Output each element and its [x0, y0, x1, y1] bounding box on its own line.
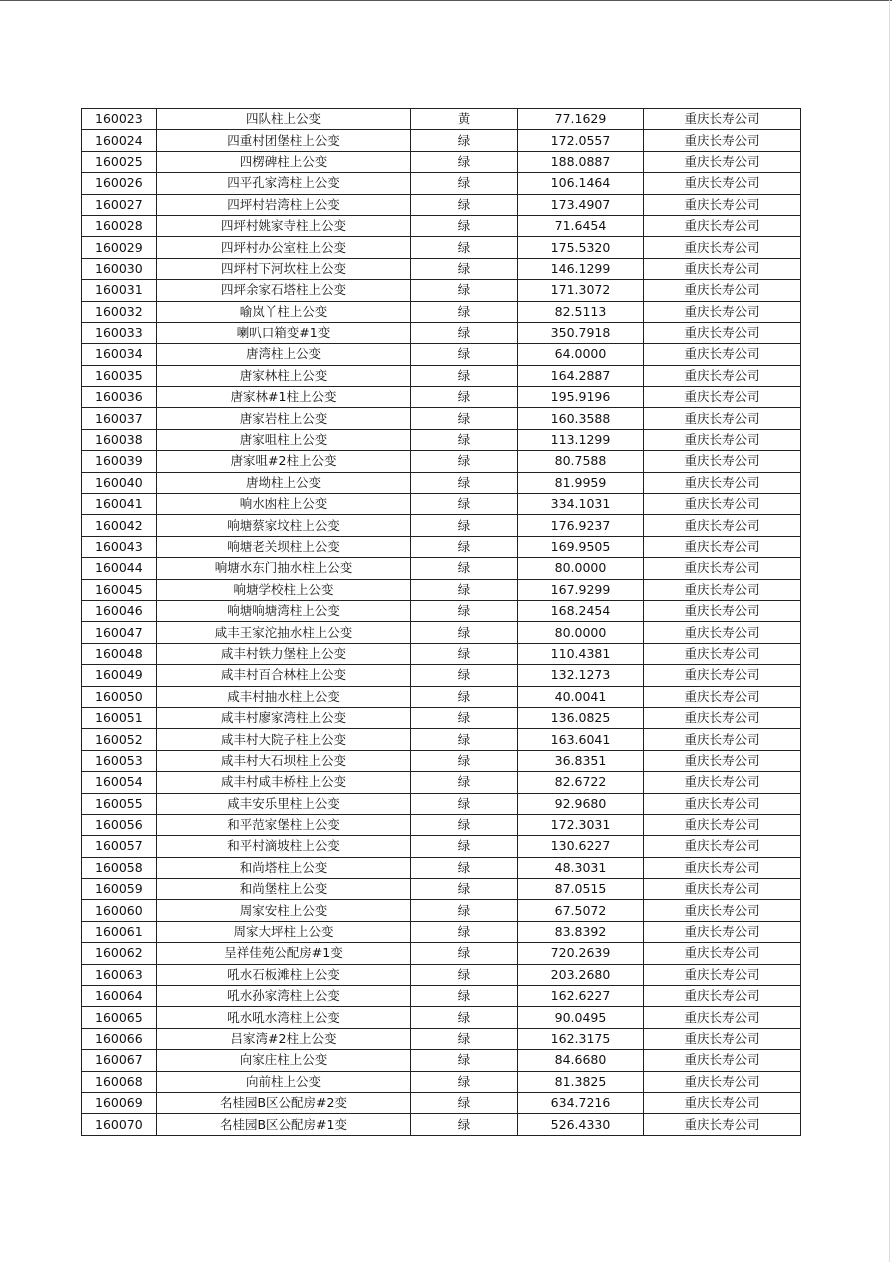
cell-company: 重庆长寿公司: [644, 729, 801, 750]
cell-name: 和平范家堡柱上公变: [157, 814, 411, 835]
cell-id: 160058: [82, 857, 157, 878]
table-row: [82, 921, 801, 942]
cell-status: 绿: [411, 258, 518, 279]
cell-id: 160038: [82, 429, 157, 450]
cell-name: 和尚塔柱上公变: [157, 857, 411, 878]
cell-value: 203.2680: [518, 964, 644, 985]
table-row: [82, 986, 801, 1007]
cell-name: 咸丰村大石坝柱上公变: [157, 750, 411, 771]
cell-id: 160031: [82, 280, 157, 301]
cell-id: 160040: [82, 472, 157, 493]
cell-status: 绿: [411, 665, 518, 686]
table-row: [82, 622, 801, 643]
cell-status: 绿: [411, 686, 518, 707]
table-row: [82, 494, 801, 515]
cell-id: 160053: [82, 750, 157, 771]
cell-status: 绿: [411, 1114, 518, 1135]
cell-name: 唐家咀柱上公变: [157, 429, 411, 450]
cell-status: 绿: [411, 1092, 518, 1113]
cell-name: 四队柱上公变: [157, 109, 411, 130]
cell-id: 160068: [82, 1071, 157, 1092]
cell-company: 重庆长寿公司: [644, 494, 801, 515]
cell-company: 重庆长寿公司: [644, 109, 801, 130]
cell-company: 重庆长寿公司: [644, 280, 801, 301]
cell-id: 160037: [82, 408, 157, 429]
cell-value: 48.3031: [518, 857, 644, 878]
cell-id: 160036: [82, 387, 157, 408]
cell-status: 绿: [411, 622, 518, 643]
cell-company: 重庆长寿公司: [644, 686, 801, 707]
cell-status: 绿: [411, 943, 518, 964]
cell-name: 响水凼柱上公变: [157, 494, 411, 515]
cell-value: 84.6680: [518, 1050, 644, 1071]
cell-status: 绿: [411, 964, 518, 985]
cell-status: 绿: [411, 536, 518, 557]
cell-value: 136.0825: [518, 707, 644, 728]
cell-value: 113.1299: [518, 429, 644, 450]
cell-company: 重庆长寿公司: [644, 986, 801, 1007]
cell-id: 160061: [82, 921, 157, 942]
cell-name: 唐家咀#2柱上公变: [157, 451, 411, 472]
cell-id: 160033: [82, 322, 157, 343]
cell-status: 绿: [411, 900, 518, 921]
cell-value: 169.9505: [518, 536, 644, 557]
table-row: [82, 536, 801, 557]
cell-status: 绿: [411, 1050, 518, 1071]
cell-value: 110.4381: [518, 643, 644, 664]
table-row: [82, 387, 801, 408]
cell-status: 绿: [411, 280, 518, 301]
cell-name: 咸丰村廖家湾柱上公变: [157, 707, 411, 728]
cell-company: 重庆长寿公司: [644, 451, 801, 472]
table-row: [82, 151, 801, 172]
cell-company: 重庆长寿公司: [644, 408, 801, 429]
cell-company: 重庆长寿公司: [644, 194, 801, 215]
cell-company: 重庆长寿公司: [644, 429, 801, 450]
cell-value: 634.7216: [518, 1092, 644, 1113]
cell-company: 重庆长寿公司: [644, 173, 801, 194]
cell-value: 64.0000: [518, 344, 644, 365]
cell-status: 绿: [411, 515, 518, 536]
cell-value: 188.0887: [518, 151, 644, 172]
cell-id: 160032: [82, 301, 157, 322]
cell-name: 吕家湾#2柱上公变: [157, 1028, 411, 1049]
cell-company: 重庆长寿公司: [644, 643, 801, 664]
cell-id: 160064: [82, 986, 157, 1007]
cell-company: 重庆长寿公司: [644, 536, 801, 557]
table-row: [82, 322, 801, 343]
cell-value: 720.2639: [518, 943, 644, 964]
table-row: [82, 729, 801, 750]
cell-value: 130.6227: [518, 836, 644, 857]
cell-id: 160048: [82, 643, 157, 664]
cell-value: 80.7588: [518, 451, 644, 472]
table-row: [82, 643, 801, 664]
table-row: [82, 879, 801, 900]
cell-company: 重庆长寿公司: [644, 793, 801, 814]
cell-id: 160042: [82, 515, 157, 536]
cell-name: 四坪村岩湾柱上公变: [157, 194, 411, 215]
page-top-border: [0, 0, 892, 1]
cell-id: 160045: [82, 579, 157, 600]
cell-id: 160030: [82, 258, 157, 279]
cell-id: 160043: [82, 536, 157, 557]
cell-status: 绿: [411, 429, 518, 450]
cell-status: 绿: [411, 151, 518, 172]
cell-value: 92.9680: [518, 793, 644, 814]
cell-id: 160055: [82, 793, 157, 814]
cell-id: 160050: [82, 686, 157, 707]
cell-status: 绿: [411, 365, 518, 386]
table-row: [82, 301, 801, 322]
transformer-table: [81, 108, 801, 1136]
cell-value: 162.3175: [518, 1028, 644, 1049]
table-row: [82, 258, 801, 279]
cell-company: 重庆长寿公司: [644, 665, 801, 686]
cell-company: 重庆长寿公司: [644, 921, 801, 942]
cell-status: 绿: [411, 451, 518, 472]
cell-id: 160025: [82, 151, 157, 172]
cell-status: 绿: [411, 215, 518, 236]
cell-company: 重庆长寿公司: [644, 322, 801, 343]
cell-company: 重庆长寿公司: [644, 1071, 801, 1092]
cell-status: 绿: [411, 643, 518, 664]
cell-company: 重庆长寿公司: [644, 964, 801, 985]
cell-id: 160041: [82, 494, 157, 515]
cell-name: 向家庄柱上公变: [157, 1050, 411, 1071]
cell-company: 重庆长寿公司: [644, 814, 801, 835]
cell-name: 名桂园B区公配房#1变: [157, 1114, 411, 1135]
table-row: [82, 600, 801, 621]
cell-name: 吼水吼水湾柱上公变: [157, 1007, 411, 1028]
cell-id: 160057: [82, 836, 157, 857]
cell-status: 绿: [411, 750, 518, 771]
cell-status: 绿: [411, 793, 518, 814]
cell-company: 重庆长寿公司: [644, 600, 801, 621]
cell-value: 162.6227: [518, 986, 644, 1007]
cell-name: 咸丰王家沱抽水柱上公变: [157, 622, 411, 643]
cell-status: 绿: [411, 921, 518, 942]
cell-company: 重庆长寿公司: [644, 750, 801, 771]
table-row: [82, 1050, 801, 1071]
cell-company: 重庆长寿公司: [644, 707, 801, 728]
table-row: [82, 280, 801, 301]
cell-name: 唐坳柱上公变: [157, 472, 411, 493]
cell-name: 和尚堡柱上公变: [157, 879, 411, 900]
cell-name: 向前柱上公变: [157, 1071, 411, 1092]
cell-value: 160.3588: [518, 408, 644, 429]
cell-name: 名桂园B区公配房#2变: [157, 1092, 411, 1113]
cell-status: 绿: [411, 472, 518, 493]
cell-name: 唐家林#1柱上公变: [157, 387, 411, 408]
cell-id: 160065: [82, 1007, 157, 1028]
table-body: [82, 109, 801, 1136]
cell-id: 160023: [82, 109, 157, 130]
table-row: [82, 237, 801, 258]
cell-status: 绿: [411, 387, 518, 408]
cell-status: 绿: [411, 1071, 518, 1092]
cell-name: 周家安柱上公变: [157, 900, 411, 921]
cell-value: 80.0000: [518, 558, 644, 579]
cell-value: 175.5320: [518, 237, 644, 258]
cell-status: 黄: [411, 109, 518, 130]
cell-name: 唐湾柱上公变: [157, 344, 411, 365]
cell-value: 40.0041: [518, 686, 644, 707]
cell-value: 172.3031: [518, 814, 644, 835]
cell-value: 350.7918: [518, 322, 644, 343]
cell-status: 绿: [411, 237, 518, 258]
cell-company: 重庆长寿公司: [644, 1007, 801, 1028]
cell-company: 重庆长寿公司: [644, 579, 801, 600]
table-row: [82, 215, 801, 236]
cell-id: 160066: [82, 1028, 157, 1049]
cell-status: 绿: [411, 1028, 518, 1049]
cell-name: 响塘蔡家坟柱上公变: [157, 515, 411, 536]
cell-value: 67.5072: [518, 900, 644, 921]
cell-status: 绿: [411, 344, 518, 365]
table-row: [82, 836, 801, 857]
table-row: [82, 408, 801, 429]
table-row: [82, 750, 801, 771]
table-row: [82, 665, 801, 686]
cell-id: 160051: [82, 707, 157, 728]
cell-name: 四坪村姚家寺柱上公变: [157, 215, 411, 236]
table-row: [82, 1071, 801, 1092]
table-row: [82, 943, 801, 964]
cell-name: 咸丰村百合林柱上公变: [157, 665, 411, 686]
cell-status: 绿: [411, 1007, 518, 1028]
table-row: [82, 365, 801, 386]
cell-company: 重庆长寿公司: [644, 215, 801, 236]
cell-company: 重庆长寿公司: [644, 622, 801, 643]
cell-company: 重庆长寿公司: [644, 558, 801, 579]
cell-name: 呈祥佳苑公配房#1变: [157, 943, 411, 964]
cell-id: 160024: [82, 130, 157, 151]
cell-value: 106.1464: [518, 173, 644, 194]
cell-name: 唐家岩柱上公变: [157, 408, 411, 429]
cell-status: 绿: [411, 322, 518, 343]
cell-name: 咸丰村铁力堡柱上公变: [157, 643, 411, 664]
table-row: [82, 558, 801, 579]
cell-status: 绿: [411, 986, 518, 1007]
cell-company: 重庆长寿公司: [644, 237, 801, 258]
cell-id: 160070: [82, 1114, 157, 1135]
cell-id: 160027: [82, 194, 157, 215]
cell-id: 160052: [82, 729, 157, 750]
cell-name: 四坪村下河坎柱上公变: [157, 258, 411, 279]
cell-id: 160047: [82, 622, 157, 643]
cell-name: 唐家林柱上公变: [157, 365, 411, 386]
table-row: [82, 173, 801, 194]
cell-status: 绿: [411, 772, 518, 793]
table-row: [82, 515, 801, 536]
table-row: [82, 686, 801, 707]
cell-id: 160044: [82, 558, 157, 579]
cell-id: 160028: [82, 215, 157, 236]
cell-status: 绿: [411, 814, 518, 835]
cell-company: 重庆长寿公司: [644, 258, 801, 279]
cell-value: 176.9237: [518, 515, 644, 536]
cell-value: 163.6041: [518, 729, 644, 750]
cell-status: 绿: [411, 194, 518, 215]
cell-id: 160059: [82, 879, 157, 900]
cell-status: 绿: [411, 408, 518, 429]
cell-id: 160069: [82, 1092, 157, 1113]
table-row: [82, 1092, 801, 1113]
cell-value: 195.9196: [518, 387, 644, 408]
table-row: [82, 1007, 801, 1028]
cell-company: 重庆长寿公司: [644, 900, 801, 921]
cell-status: 绿: [411, 301, 518, 322]
cell-value: 168.2454: [518, 600, 644, 621]
cell-company: 重庆长寿公司: [644, 387, 801, 408]
cell-value: 90.0495: [518, 1007, 644, 1028]
table-row: [82, 793, 801, 814]
cell-company: 重庆长寿公司: [644, 772, 801, 793]
cell-value: 334.1031: [518, 494, 644, 515]
cell-name: 响塘学校柱上公变: [157, 579, 411, 600]
cell-company: 重庆长寿公司: [644, 943, 801, 964]
cell-id: 160063: [82, 964, 157, 985]
cell-name: 响塘水东门抽水柱上公变: [157, 558, 411, 579]
cell-value: 82.5113: [518, 301, 644, 322]
cell-status: 绿: [411, 879, 518, 900]
cell-id: 160039: [82, 451, 157, 472]
cell-value: 172.0557: [518, 130, 644, 151]
cell-id: 160029: [82, 237, 157, 258]
cell-value: 81.9959: [518, 472, 644, 493]
cell-name: 咸丰村大院子柱上公变: [157, 729, 411, 750]
cell-value: 81.3825: [518, 1071, 644, 1092]
cell-value: 167.9299: [518, 579, 644, 600]
table-row: [82, 109, 801, 130]
cell-value: 71.6454: [518, 215, 644, 236]
table-row: [82, 130, 801, 151]
cell-name: 吼水孙家湾柱上公变: [157, 986, 411, 1007]
table-row: [82, 344, 801, 365]
cell-company: 重庆长寿公司: [644, 515, 801, 536]
cell-company: 重庆长寿公司: [644, 151, 801, 172]
cell-value: 36.8351: [518, 750, 644, 771]
cell-value: 80.0000: [518, 622, 644, 643]
cell-name: 喇叭口箱变#1变: [157, 322, 411, 343]
cell-name: 四坪余家石塔柱上公变: [157, 280, 411, 301]
table-row: [82, 579, 801, 600]
table-row: [82, 814, 801, 835]
cell-id: 160056: [82, 814, 157, 835]
cell-company: 重庆长寿公司: [644, 344, 801, 365]
cell-name: 喻岚丫柱上公变: [157, 301, 411, 322]
cell-name: 四坪村办公室柱上公变: [157, 237, 411, 258]
cell-status: 绿: [411, 579, 518, 600]
cell-name: 咸丰村抽水柱上公变: [157, 686, 411, 707]
cell-status: 绿: [411, 130, 518, 151]
table-row: [82, 1114, 801, 1135]
table-row: [82, 429, 801, 450]
cell-id: 160046: [82, 600, 157, 621]
cell-name: 咸丰村咸丰桥柱上公变: [157, 772, 411, 793]
cell-status: 绿: [411, 836, 518, 857]
cell-company: 重庆长寿公司: [644, 836, 801, 857]
table-row: [82, 900, 801, 921]
cell-status: 绿: [411, 729, 518, 750]
cell-id: 160067: [82, 1050, 157, 1071]
cell-value: 83.8392: [518, 921, 644, 942]
cell-status: 绿: [411, 857, 518, 878]
page-right-edge: [889, 0, 890, 1262]
cell-value: 77.1629: [518, 109, 644, 130]
table-row: [82, 194, 801, 215]
cell-value: 146.1299: [518, 258, 644, 279]
cell-name: 响塘响塘湾柱上公变: [157, 600, 411, 621]
cell-status: 绿: [411, 173, 518, 194]
cell-id: 160049: [82, 665, 157, 686]
cell-name: 响塘老关坝柱上公变: [157, 536, 411, 557]
cell-company: 重庆长寿公司: [644, 1114, 801, 1135]
cell-name: 吼水石板滩柱上公变: [157, 964, 411, 985]
cell-company: 重庆长寿公司: [644, 472, 801, 493]
cell-id: 160060: [82, 900, 157, 921]
cell-name: 四平孔家湾柱上公变: [157, 173, 411, 194]
cell-id: 160035: [82, 365, 157, 386]
table-row: [82, 964, 801, 985]
cell-company: 重庆长寿公司: [644, 857, 801, 878]
cell-id: 160026: [82, 173, 157, 194]
table-row: [82, 472, 801, 493]
table-row: [82, 772, 801, 793]
cell-id: 160062: [82, 943, 157, 964]
cell-id: 160034: [82, 344, 157, 365]
cell-name: 四楞碑柱上公变: [157, 151, 411, 172]
cell-value: 526.4330: [518, 1114, 644, 1135]
cell-status: 绿: [411, 707, 518, 728]
cell-status: 绿: [411, 494, 518, 515]
cell-company: 重庆长寿公司: [644, 1050, 801, 1071]
cell-company: 重庆长寿公司: [644, 1092, 801, 1113]
table-row: [82, 707, 801, 728]
cell-name: 四重村团堡柱上公变: [157, 130, 411, 151]
cell-name: 和平村滴坡柱上公变: [157, 836, 411, 857]
cell-value: 164.2887: [518, 365, 644, 386]
table-row: [82, 1028, 801, 1049]
cell-id: 160054: [82, 772, 157, 793]
cell-company: 重庆长寿公司: [644, 130, 801, 151]
cell-value: 132.1273: [518, 665, 644, 686]
cell-value: 82.6722: [518, 772, 644, 793]
cell-company: 重庆长寿公司: [644, 301, 801, 322]
cell-status: 绿: [411, 558, 518, 579]
cell-status: 绿: [411, 600, 518, 621]
cell-name: 周家大坪柱上公变: [157, 921, 411, 942]
cell-value: 173.4907: [518, 194, 644, 215]
cell-company: 重庆长寿公司: [644, 879, 801, 900]
cell-company: 重庆长寿公司: [644, 1028, 801, 1049]
cell-name: 咸丰安乐里柱上公变: [157, 793, 411, 814]
table-row: [82, 857, 801, 878]
cell-company: 重庆长寿公司: [644, 365, 801, 386]
cell-value: 171.3072: [518, 280, 644, 301]
table-row: [82, 451, 801, 472]
cell-value: 87.0515: [518, 879, 644, 900]
